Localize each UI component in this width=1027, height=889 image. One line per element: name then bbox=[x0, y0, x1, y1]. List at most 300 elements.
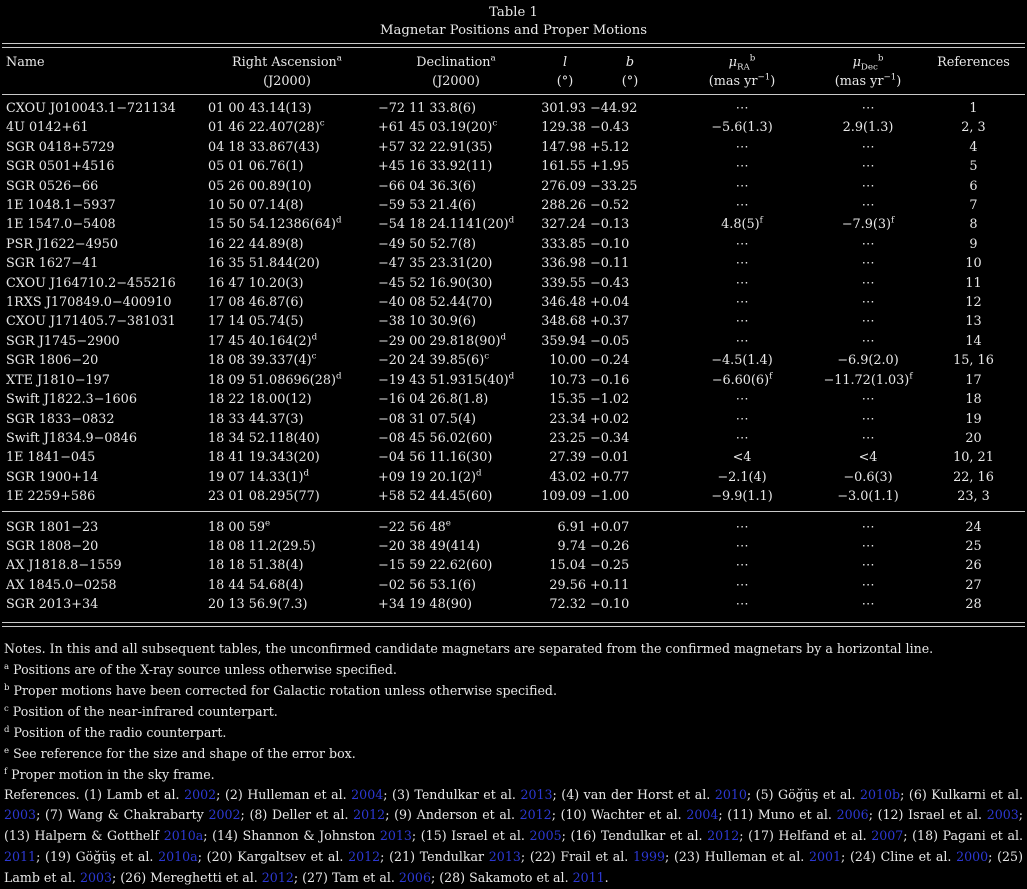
reference-separator: ; bbox=[1018, 807, 1023, 823]
table-row bbox=[2, 468, 1025, 487]
cell-refs: 27 bbox=[965, 577, 982, 593]
reference-entry: (27) Tam et al. bbox=[298, 869, 399, 885]
cell-ra: 18 08 11.2(29.5) bbox=[208, 538, 316, 554]
cell-name: Swift J1834.9−0846 bbox=[6, 430, 137, 446]
reference-separator: ; bbox=[197, 848, 202, 864]
reference-separator: ; bbox=[385, 807, 390, 823]
citation-link[interactable]: 2003 bbox=[986, 807, 1019, 823]
table-row bbox=[2, 215, 1025, 234]
cell-name: AX 1845.0−0258 bbox=[6, 577, 117, 593]
cell-refs: 10, 21 bbox=[953, 450, 994, 466]
reference-entry: (16) Tendulkar et al. bbox=[565, 828, 708, 844]
bottom-double-rule bbox=[2, 622, 1025, 627]
reference-entry: (14) Shannon & Johnston bbox=[207, 828, 380, 844]
cell-l: 109.09 bbox=[541, 489, 586, 505]
cell-name: PSR J1622−4950 bbox=[6, 236, 119, 252]
cell-dec: +61 45 $03.19(20)^c$ bbox=[378, 119, 498, 136]
cell-name: CXOU J171405.7−381031 bbox=[6, 314, 176, 330]
reference-entry: (6) Kulkarni et al. bbox=[904, 786, 1023, 802]
cell-refs: 6 bbox=[969, 178, 978, 194]
cell-name: 1E 1048.1−5937 bbox=[6, 198, 116, 214]
cell-mu-ra: ⋯ bbox=[735, 392, 749, 408]
table-row bbox=[2, 487, 1025, 511]
cell-b: −0.43 bbox=[590, 120, 630, 136]
cell-name: SGR 0501+4516 bbox=[6, 159, 115, 175]
cell-mu-dec: ⋯ bbox=[861, 159, 875, 175]
reference-entry: (23) Hulleman et al. bbox=[669, 848, 809, 864]
reference-separator: ; bbox=[988, 848, 993, 864]
cell-l: 15.04 bbox=[549, 558, 586, 574]
reference-separator: ; bbox=[430, 869, 436, 885]
cell-ra: 20 13 56.9(7.3) bbox=[208, 597, 308, 613]
cell-refs: 7 bbox=[969, 198, 978, 214]
cell-mu-ra: −9.9(1.1) bbox=[711, 489, 773, 505]
citation-link[interactable]: 2012 bbox=[348, 848, 381, 864]
reference-separator: ; bbox=[900, 786, 905, 802]
cell-name: SGR J1745−2900 bbox=[6, 333, 120, 349]
cell-b: −0.25 bbox=[590, 558, 630, 574]
reference-entry: (13) Halpern & Gotthelf bbox=[4, 828, 164, 844]
cell-dec: −16 04 26.8(1.8) bbox=[378, 392, 489, 408]
cell-l: 23.25 bbox=[549, 430, 586, 446]
citation-link[interactable]: 2002 bbox=[184, 786, 217, 802]
column-header-dec: Declination$^a$ (J2000) bbox=[372, 48, 540, 95]
cell-name: 1E 1547.0−5408 bbox=[6, 217, 116, 233]
cell-ra: 19 07 $14.33(1)^d$ bbox=[208, 468, 310, 485]
reference-separator: ; bbox=[561, 828, 566, 844]
footnote: $^f$ Proper motion in the sky frame. bbox=[4, 766, 215, 782]
cell-l: 346.48 bbox=[541, 295, 586, 311]
column-header-mu-dec: $\mu_{Dec}^b$ (mas $yr^{-1}$) bbox=[814, 48, 922, 95]
table-row bbox=[2, 196, 1025, 215]
cell-b: −0.10 bbox=[590, 236, 630, 252]
reference-entry: (11) Muno et al. bbox=[722, 807, 837, 823]
cell-ra: 05 01 06.76(1) bbox=[208, 159, 304, 175]
cell-ra: 16 22 44.89(8) bbox=[208, 236, 304, 252]
reference-separator: ; bbox=[383, 786, 388, 802]
table-caption: Magnetar Positions and Proper Motions bbox=[380, 23, 647, 38]
cell-l: 327.24 bbox=[541, 217, 586, 233]
cell-b: −0.16 bbox=[590, 372, 630, 388]
citation-link[interactable]: 2013 bbox=[520, 786, 553, 802]
reference-entry: (4) van der Horst et al. bbox=[556, 786, 715, 802]
citation-link[interactable]: 2003 bbox=[79, 869, 113, 885]
column-header-ra: Right Ascension$^a$ (J2000) bbox=[202, 48, 372, 95]
cell-b: −44.92 bbox=[590, 101, 638, 116]
cell-b: −33.25 bbox=[590, 178, 638, 194]
citation-link[interactable]: 2010 bbox=[714, 786, 747, 802]
cell-refs: 17 bbox=[965, 372, 982, 388]
citation-link[interactable]: 2006 bbox=[398, 869, 431, 885]
cell-name: 1E 1841−045 bbox=[6, 450, 96, 466]
reference-separator: ; bbox=[240, 807, 245, 823]
table-row bbox=[2, 332, 1025, 351]
cell-name: 1E 2259+586 bbox=[6, 489, 96, 505]
reference-separator: ; bbox=[216, 786, 221, 802]
table-row bbox=[2, 235, 1025, 254]
notes-intro bbox=[4, 638, 1025, 659]
cell-refs: 24 bbox=[922, 511, 1025, 537]
cell-mu-ra: ⋯ bbox=[670, 511, 814, 537]
cell-l: 288.26 bbox=[541, 198, 586, 214]
cell-refs: 18 bbox=[965, 392, 982, 408]
citation-link[interactable]: 2003 bbox=[4, 807, 37, 823]
cell-l: 359.94 bbox=[541, 333, 586, 349]
cell-ra: 18 41 19.343(20) bbox=[208, 450, 320, 466]
citation-link[interactable]: 2007 bbox=[871, 828, 904, 844]
cell-mu-ra: ⋯ bbox=[735, 411, 749, 427]
cell-ra: 18 08 $39.337(4)^c$ bbox=[208, 352, 317, 369]
cell-ra: 18 09 $51.08696(28)^d$ bbox=[208, 371, 342, 388]
cell-refs: 14 bbox=[965, 333, 982, 349]
cell-mu-dec: −0.6(3) bbox=[843, 469, 893, 485]
cell-mu-ra: ⋯ bbox=[735, 430, 749, 446]
cell-b: +0.77 bbox=[590, 469, 630, 485]
cell-mu-ra: ⋯ bbox=[735, 558, 749, 574]
cell-dec: −08 45 56.02(60) bbox=[378, 430, 493, 446]
reference-separator: ; bbox=[746, 786, 752, 802]
cell-l: 43.02 bbox=[549, 469, 586, 485]
reference-separator: ; bbox=[520, 848, 526, 864]
cell-refs: 13 bbox=[965, 314, 982, 330]
cell-mu-ra: ⋯ bbox=[735, 236, 749, 252]
citation-link[interactable]: 2013 bbox=[488, 848, 521, 864]
cell-dec: −40 08 52.44(70) bbox=[378, 295, 493, 311]
cell-mu-ra: ⋯ bbox=[735, 139, 749, 155]
cell-dec: −02 56 53.1(6) bbox=[378, 577, 477, 593]
footnote-list bbox=[4, 659, 1025, 785]
cell-l: 10.73 bbox=[549, 372, 586, 388]
cell-dec: +58 52 44.45(60) bbox=[378, 489, 493, 505]
cell-b: +0.11 bbox=[590, 577, 630, 593]
cell-refs: 23, 3 bbox=[957, 489, 990, 505]
reference-separator: ; bbox=[36, 807, 41, 823]
cell-dec: +09 19 $20.1(2)^d$ bbox=[378, 468, 482, 485]
cell-mu-ra: ⋯ bbox=[735, 333, 749, 349]
cell-name: SGR 2013+34 bbox=[6, 597, 99, 613]
cell-mu-ra: ⋯ bbox=[735, 159, 749, 175]
cell-dec: −45 52 16.90(30) bbox=[378, 275, 493, 291]
table-row bbox=[2, 351, 1025, 370]
cell-refs: 1 bbox=[969, 101, 978, 116]
table-row bbox=[2, 390, 1025, 409]
cell-l: 129.38 bbox=[541, 120, 586, 136]
reference-entry: (26) Mereghetti et al. bbox=[116, 869, 262, 885]
cell-mu-dec: ⋯ bbox=[861, 333, 875, 349]
cell-dec: −66 04 36.3(6) bbox=[378, 178, 477, 194]
cell-ra: 10 50 07.14(8) bbox=[208, 198, 304, 214]
table-row bbox=[2, 429, 1025, 448]
cell-mu-dec: ⋯ bbox=[814, 511, 922, 537]
cell-mu-dec: 2.9(1.3) bbox=[842, 120, 894, 136]
cell-mu-dec: ⋯ bbox=[861, 577, 875, 593]
cell-l: 29.56 bbox=[549, 577, 586, 593]
citation-link[interactable]: 2012 bbox=[519, 807, 552, 823]
cell-dec: −20 38 49(414) bbox=[378, 538, 481, 554]
table-row bbox=[2, 410, 1025, 429]
reference-entry: (18) Pagani et al. bbox=[907, 828, 1023, 844]
citation-link[interactable]: 2004 bbox=[351, 786, 384, 802]
reference-entry: (22) Frail et al. bbox=[525, 848, 633, 864]
cell-mu-dec: ⋯ bbox=[861, 275, 875, 291]
cell-b: −0.43 bbox=[590, 275, 630, 291]
magnetar-table bbox=[2, 48, 1025, 622]
cell-b: +1.95 bbox=[590, 159, 630, 175]
footnote: $^a$ Positions are of the X-ray source unless otherwise specified. bbox=[4, 661, 397, 677]
cell-ra: 18 22 18.00(12) bbox=[208, 392, 312, 408]
cell-refs: 11 bbox=[965, 275, 982, 291]
cell-ra: 18 34 52.118(40) bbox=[208, 430, 320, 446]
cell-mu-ra: ⋯ bbox=[735, 314, 749, 330]
cell-refs: 22, 16 bbox=[953, 469, 994, 485]
cell-mu-dec: $-11.72(1.03)^f$ bbox=[823, 371, 913, 388]
cell-l: 23.34 bbox=[549, 411, 586, 427]
cell-ra: 16 47 10.20(3) bbox=[208, 275, 304, 291]
cell-ra: 18 18 51.38(4) bbox=[208, 558, 304, 574]
reference-entry: (10) Wachter et al. bbox=[555, 807, 687, 823]
cell-mu-ra: ⋯ bbox=[735, 577, 749, 593]
cell-mu-ra: −5.6(1.3) bbox=[711, 120, 773, 136]
reference-separator: ; bbox=[380, 848, 385, 864]
cell-mu-dec: ⋯ bbox=[861, 295, 875, 311]
cell-mu-dec: ⋯ bbox=[861, 558, 875, 574]
references-section bbox=[2, 785, 1025, 889]
reference-entry: (7) Wang & Chakrabarty bbox=[40, 807, 209, 823]
cell-ra: 04 18 33.867(43) bbox=[208, 139, 320, 155]
cell-refs: 2, 3 bbox=[961, 120, 986, 136]
cell-mu-dec: ⋯ bbox=[861, 101, 875, 116]
cell-refs: 9 bbox=[969, 236, 978, 252]
cell-mu-dec: ⋯ bbox=[861, 198, 875, 214]
cell-l: 147.98 bbox=[541, 139, 586, 155]
cell-refs: 25 bbox=[965, 538, 982, 554]
table-row bbox=[2, 556, 1025, 575]
reference-separator: ; bbox=[36, 848, 41, 864]
cell-ra: 18 44 54.68(4) bbox=[208, 577, 304, 593]
cell-name: XTE J1810−197 bbox=[6, 372, 110, 388]
reference-separator: ; bbox=[203, 828, 208, 844]
cell-b: −0.26 bbox=[590, 538, 630, 554]
table-row bbox=[2, 95, 1025, 119]
citation-link[interactable]: 2004 bbox=[686, 807, 719, 823]
cell-b: −1.02 bbox=[590, 392, 630, 408]
cell-dec: +34 19 48(90) bbox=[378, 597, 472, 613]
cell-name: SGR 1806−20 bbox=[6, 353, 99, 369]
cell-dec: −15 59 22.62(60) bbox=[378, 558, 493, 574]
cell-dec: −29 00 $29.818(90)^d$ bbox=[378, 332, 507, 349]
cell-dec: +45 16 33.92(11) bbox=[378, 159, 493, 175]
citation-link[interactable]: 2012 bbox=[353, 807, 386, 823]
cell-l: 333.85 bbox=[541, 236, 586, 252]
cell-b: −1.00 bbox=[590, 489, 630, 505]
reference-separator: ; bbox=[739, 828, 744, 844]
cell-b: −0.24 bbox=[590, 353, 630, 369]
cell-name: SGR 1833−0832 bbox=[6, 411, 115, 427]
cell-dec: −54 18 $24.1141(20)^d$ bbox=[378, 216, 515, 233]
notes-section bbox=[2, 638, 1025, 785]
cell-mu-ra: $4.8(5)^f$ bbox=[721, 216, 763, 233]
cell-mu-dec: ⋯ bbox=[861, 430, 875, 446]
cell-b: −0.34 bbox=[590, 430, 630, 446]
cell-refs: 5 bbox=[969, 159, 978, 175]
cell-mu-dec: <4 bbox=[858, 450, 878, 466]
reference-entry: (25) Lamb et al. bbox=[4, 848, 1023, 885]
cell-mu-ra: ⋯ bbox=[735, 275, 749, 291]
reference-entry: (24) Cline et al. bbox=[845, 848, 957, 864]
cell-mu-ra: ⋯ bbox=[735, 538, 749, 554]
table-row bbox=[2, 537, 1025, 556]
cell-mu-ra: <4 bbox=[732, 450, 752, 466]
cell-refs: 12 bbox=[965, 295, 982, 311]
cell-ra: 05 26 00.89(10) bbox=[208, 178, 312, 194]
cell-ra: 16 35 51.844(20) bbox=[208, 256, 320, 272]
reference-entry: (12) Israel et al. bbox=[872, 807, 987, 823]
reference-separator: ; bbox=[411, 828, 417, 844]
citation-link[interactable]: 2010b bbox=[860, 786, 901, 802]
citation-link[interactable]: 1999 bbox=[632, 848, 666, 864]
cell-ra: 17 14 05.74(5) bbox=[208, 314, 304, 330]
cell-l: 10.00 bbox=[549, 353, 586, 369]
table-row bbox=[2, 511, 1025, 537]
cell-dec: −49 50 52.7(8) bbox=[378, 236, 477, 252]
cell-name: SGR 1900+14 bbox=[6, 469, 99, 485]
reference-separator: ; bbox=[841, 848, 846, 864]
cell-dec: −22 56 48e bbox=[372, 511, 540, 537]
citation-link[interactable]: 2012 bbox=[707, 828, 740, 844]
cell-mu-ra: ⋯ bbox=[735, 597, 749, 613]
cell-mu-ra: ⋯ bbox=[735, 101, 749, 116]
cell-dec: −19 43 $51.9315(40)^d$ bbox=[378, 371, 515, 388]
cell-mu-dec: ⋯ bbox=[861, 256, 875, 272]
table-row bbox=[2, 138, 1025, 157]
cell-b: −0.52 bbox=[590, 198, 630, 214]
cell-mu-dec: $-7.9(3)^f$ bbox=[841, 216, 895, 233]
cell-ra: 01 46 $22.407(28)^c$ bbox=[208, 119, 325, 136]
column-header-l: l (°) bbox=[540, 48, 590, 95]
reference-entry: (17) Helfand et al. bbox=[743, 828, 872, 844]
cell-name: SGR 0526−66 bbox=[6, 178, 99, 194]
citation-link[interactable]: 2001 bbox=[808, 848, 842, 864]
table-row bbox=[2, 595, 1025, 621]
reference-entry: (2) Hulleman et al. bbox=[220, 786, 352, 802]
table-row bbox=[2, 118, 1025, 137]
table-title-block bbox=[2, 5, 1025, 39]
table-row bbox=[2, 274, 1025, 293]
citation-link[interactable]: 2005 bbox=[529, 828, 562, 844]
cell-l: 15.35 bbox=[549, 392, 586, 408]
footnote: $^d$ Position of the radio counterpart. bbox=[4, 724, 227, 740]
cell-name: 1RXS J170849.0−400910 bbox=[6, 295, 172, 311]
table-row bbox=[2, 312, 1025, 331]
cell-mu-dec: ⋯ bbox=[861, 411, 875, 427]
reference-entry: (1) Lamb et al. bbox=[84, 786, 185, 802]
cell-ra: 17 08 46.87(6) bbox=[208, 295, 304, 311]
cell-b: +0.37 bbox=[590, 314, 630, 330]
cell-mu-dec: ⋯ bbox=[861, 178, 875, 194]
cell-mu-ra: ⋯ bbox=[735, 198, 749, 214]
cell-b: −0.11 bbox=[590, 256, 630, 272]
cell-dec: −72 11 33.8(6) bbox=[378, 101, 477, 116]
column-header-b: b (°) bbox=[590, 48, 670, 95]
cell-ra: 01 00 43.14(13) bbox=[208, 101, 312, 116]
cell-refs: 15, 16 bbox=[953, 353, 994, 369]
table-row bbox=[2, 177, 1025, 196]
cell-name: SGR 1808−20 bbox=[6, 538, 99, 554]
cell-mu-ra: ⋯ bbox=[735, 256, 749, 272]
cell-refs: 26 bbox=[965, 558, 982, 574]
citation-link[interactable]: 2002 bbox=[208, 807, 241, 823]
cell-b: −0.01 bbox=[590, 450, 630, 466]
citation-link[interactable]: 2012 bbox=[261, 869, 294, 885]
citation-link[interactable]: 2000 bbox=[956, 848, 989, 864]
reference-entry: (9) Anderson et al. bbox=[389, 807, 520, 823]
column-header-references: References bbox=[922, 48, 1025, 95]
reference-entry: (19) Göğüş et al. bbox=[40, 848, 159, 864]
cell-l: 336.98 bbox=[541, 256, 586, 272]
table-row bbox=[2, 448, 1025, 467]
cell-b: +5.12 bbox=[590, 139, 630, 155]
cell-b: −0.13 bbox=[590, 217, 630, 233]
cell-refs: 20 bbox=[965, 430, 982, 446]
cell-refs: 28 bbox=[965, 597, 982, 613]
cell-mu-dec: ⋯ bbox=[861, 236, 875, 252]
cell-dec: −38 10 30.9(6) bbox=[378, 314, 477, 330]
notes-label: Notes. bbox=[4, 640, 46, 656]
cell-mu-ra: ⋯ bbox=[735, 295, 749, 311]
cell-l: 161.55 bbox=[541, 159, 586, 175]
cell-l: 9.74 bbox=[557, 538, 586, 554]
cell-l: 301.93 bbox=[541, 101, 586, 116]
reference-separator: ; bbox=[903, 828, 908, 844]
cell-l: 276.09 bbox=[541, 178, 586, 194]
reference-separator: ; bbox=[868, 807, 873, 823]
reference-entry: (5) Göğüş et al. bbox=[751, 786, 860, 802]
cell-name: SGR 1801−23 bbox=[2, 511, 202, 537]
citation-link[interactable]: 2010a bbox=[163, 828, 204, 844]
notes-intro-text: In this and all subsequent tables, the unconfirmed candidate magnetars are separated from the confirmed magnetars by a horizontal line. bbox=[49, 640, 934, 656]
cell-l: 72.32 bbox=[549, 597, 586, 613]
cell-b: +0.07 bbox=[590, 511, 670, 537]
reference-entry: (20) Kargaltsev et al. bbox=[201, 848, 349, 864]
cell-refs: 10 bbox=[965, 256, 982, 272]
citation-link[interactable]: 2011 bbox=[4, 848, 37, 864]
cell-b: −0.10 bbox=[590, 597, 630, 613]
candidate-magnetar-rows bbox=[2, 511, 1025, 622]
citation-link[interactable]: 2013 bbox=[379, 828, 412, 844]
cell-b: +0.04 bbox=[590, 295, 630, 311]
reference-entry: (21) Tendulkar bbox=[384, 848, 489, 864]
cell-ra: 15 50 $54.12386(64)^d$ bbox=[208, 216, 342, 233]
citation-link[interactable]: 2011 bbox=[572, 869, 605, 885]
cell-dec: −04 56 11.16(30) bbox=[378, 450, 493, 466]
table-row bbox=[2, 576, 1025, 595]
citation-link[interactable]: 2010a bbox=[158, 848, 198, 864]
reference-entry: (15) Israel et al. bbox=[416, 828, 530, 844]
reference-separator: . bbox=[604, 869, 609, 885]
cell-l: 339.55 bbox=[541, 275, 586, 291]
cell-mu-dec: −6.9(2.0) bbox=[837, 353, 899, 369]
reference-separator: ; bbox=[552, 786, 557, 802]
reference-separator: ; bbox=[665, 848, 670, 864]
cell-dec: −47 35 23.31(20) bbox=[378, 256, 493, 272]
citation-link[interactable]: 2006 bbox=[836, 807, 869, 823]
cell-name: AX J1818.8−1559 bbox=[6, 558, 122, 574]
cell-name: SGR 1627−41 bbox=[6, 256, 99, 272]
cell-refs: 19 bbox=[965, 411, 982, 427]
table-number: Table 1 bbox=[489, 5, 538, 20]
reference-entry: (28) Sakamoto et al. bbox=[435, 869, 573, 885]
cell-mu-dec: ⋯ bbox=[861, 314, 875, 330]
